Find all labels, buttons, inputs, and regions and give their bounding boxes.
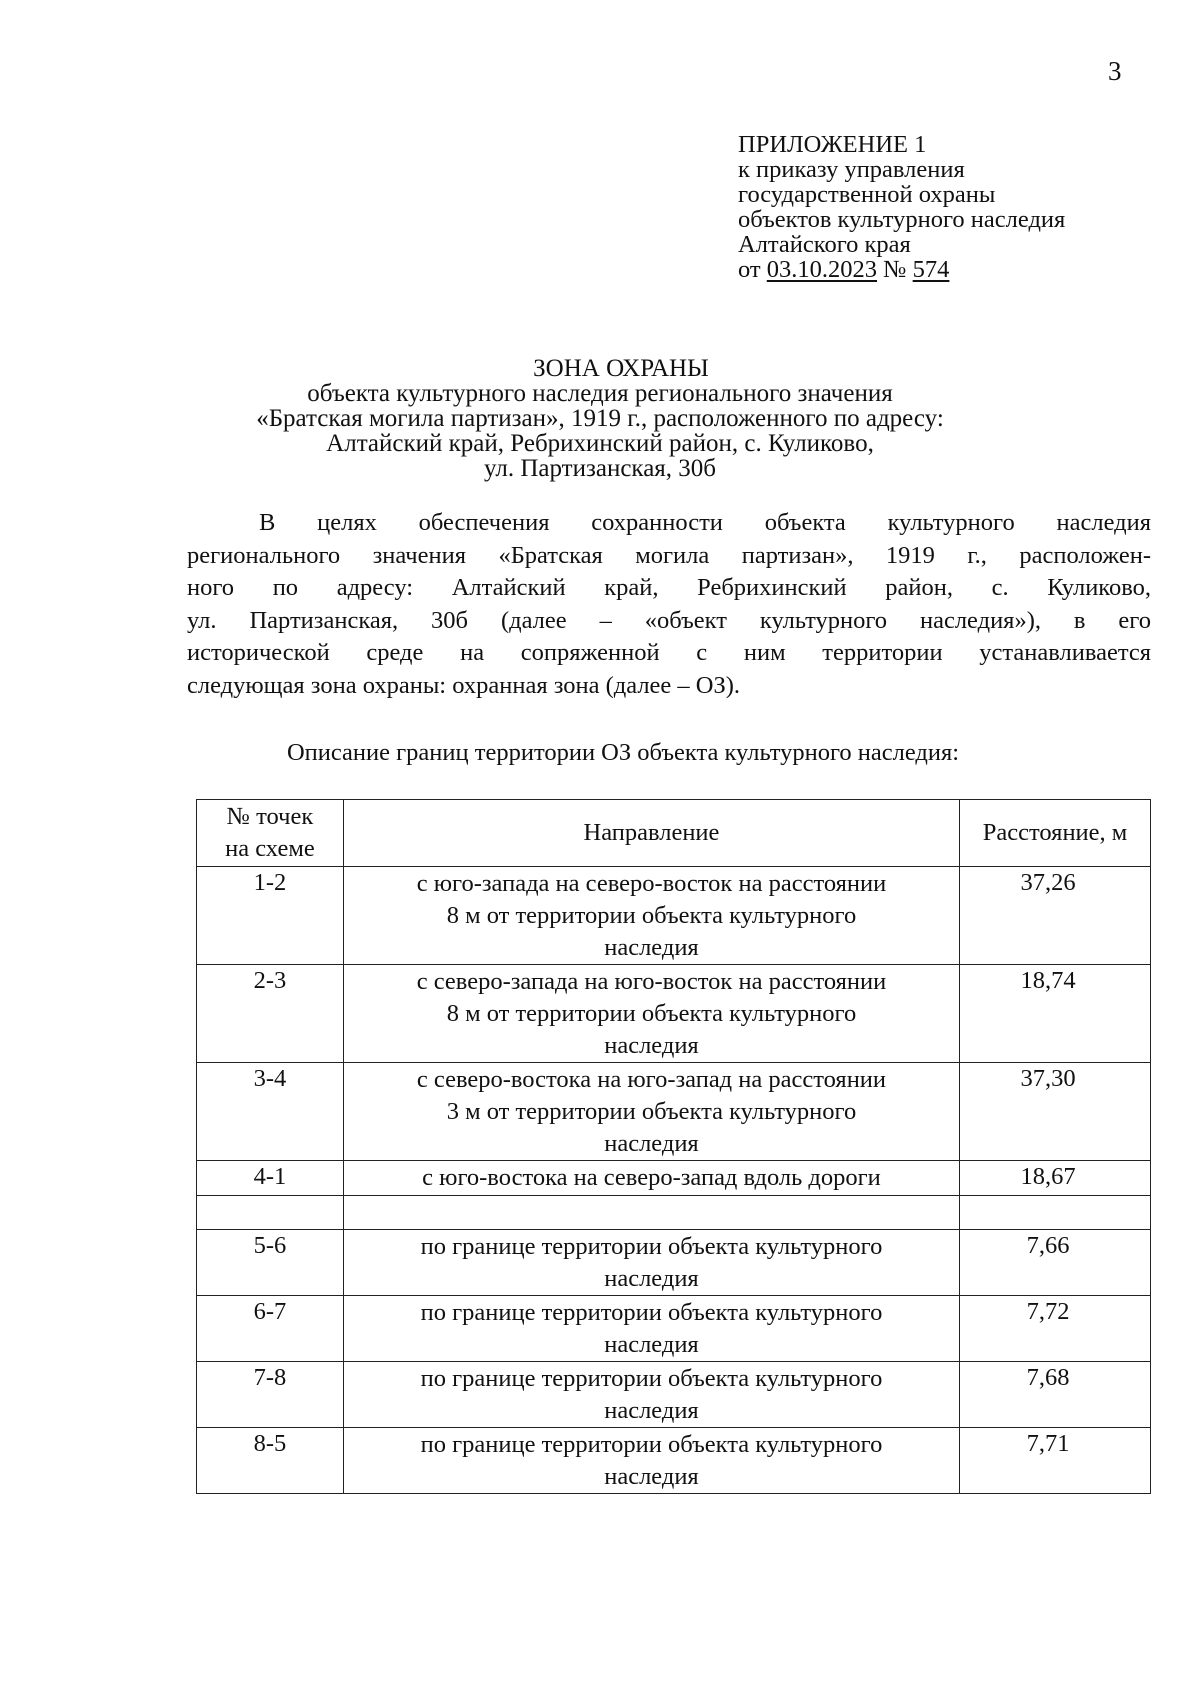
cell-direction: по границе территории объекта культурного наследия [343, 1296, 959, 1362]
appendix-line: Алтайского края [738, 231, 911, 258]
zone-title-block [0, 356, 1200, 481]
cell-direction: по границе территории объекта культурного наследия [343, 1428, 959, 1494]
table-header-row [197, 800, 1151, 867]
number-prefix: № [877, 256, 913, 283]
date-prefix: от [738, 256, 767, 283]
cell-points: 8-5 [197, 1428, 344, 1494]
cell-direction: по границе территории объекта культурного наследия [343, 1362, 959, 1428]
cell-distance: 18,74 [960, 965, 1151, 1063]
cell-points: 2-3 [197, 965, 344, 1063]
order-date: 03.10.2023 [766, 256, 878, 283]
cell-distance [960, 1196, 1151, 1230]
appendix-line: государственной охраны [738, 181, 996, 208]
cell-points: 6-7 [197, 1296, 344, 1362]
boundary-table [196, 799, 1151, 1494]
body-line: ного по адресу: Алтайский край, Ребрихинский район, с. Куликово, [187, 574, 1151, 601]
cell-points [197, 1196, 344, 1230]
cell-direction: с юго-востока на северо-запад вдоль дороги [343, 1161, 959, 1196]
cell-direction: по границе территории объекта культурного наследия [343, 1230, 959, 1296]
cell-distance: 37,30 [960, 1063, 1151, 1161]
appendix-date-line [738, 257, 1065, 282]
cell-distance: 37,26 [960, 867, 1151, 965]
header-distance: Расстояние, м [960, 800, 1151, 867]
cell-distance: 7,72 [960, 1296, 1151, 1362]
table-row [197, 1063, 1151, 1161]
header-direction: Направление [343, 800, 959, 867]
table-caption: Описание границ территории ОЗ объекта культурного наследия: [286, 739, 960, 766]
table-row [197, 1362, 1151, 1428]
table-row [197, 867, 1151, 965]
order-number: 574 [912, 256, 950, 283]
zone-title-line: объекта культурного наследия регионального значения [307, 380, 893, 407]
table-row [197, 965, 1151, 1063]
cell-points: 4-1 [197, 1161, 344, 1196]
cell-distance: 7,66 [960, 1230, 1151, 1296]
cell-points: 7-8 [197, 1362, 344, 1428]
cell-distance: 18,67 [960, 1161, 1151, 1196]
zone-title-line: ул. Партизанская, 30б [483, 455, 717, 482]
zone-title-line: Алтайский край, Ребрихинский район, с. Куликово, [326, 430, 874, 457]
cell-direction: с северо-востока на юго-запад на расстоянии 3 м от территории объекта культурного наследия [343, 1063, 959, 1161]
table-row-empty [197, 1196, 1151, 1230]
body-paragraph [187, 507, 1151, 702]
body-line: исторической среде на сопряженной с ним территории устанавливается [187, 639, 1151, 666]
table-row [197, 1428, 1151, 1494]
cell-direction: с юго-запада на северо-восток на расстоянии 8 м от территории объекта культурного наследия [343, 867, 959, 965]
cell-direction: с северо-запада на юго-восток на расстоянии 8 м от территории объекта культурного наследия [343, 965, 959, 1063]
table-row [197, 1296, 1151, 1362]
cell-points: 3-4 [197, 1063, 344, 1161]
zone-title-line: «Братская могила партизан», 1919 г., расположенного по адресу: [256, 405, 944, 432]
body-line: следующая зона охраны: охранная зона (далее – ОЗ). [187, 671, 741, 699]
zone-heading: ЗОНА ОХРАНЫ [533, 355, 709, 382]
cell-points: 1-2 [197, 867, 344, 965]
page-number: 3 [1108, 56, 1122, 86]
table-row [197, 1230, 1151, 1296]
body-line: регионального значения «Братская могила партизан», 1919 г., расположен- [187, 541, 1151, 569]
body-line: В целях обеспечения сохранности объекта культурного наследия [259, 509, 1151, 536]
cell-distance: 7,68 [960, 1362, 1151, 1428]
header-points: № точек на схеме [197, 800, 344, 867]
cell-points: 5-6 [197, 1230, 344, 1296]
body-line: ул. Партизанская, 30б (далее – «объект культурного наследия»), в его [187, 606, 1151, 634]
appendix-line: объектов культурного наследия [738, 206, 1066, 233]
appendix-line: к приказу управления [738, 156, 965, 183]
appendix-block [738, 132, 1065, 282]
cell-distance: 7,71 [960, 1428, 1151, 1494]
cell-direction [343, 1196, 959, 1230]
appendix-title: ПРИЛОЖЕНИЕ 1 [738, 131, 927, 158]
table-row [197, 1161, 1151, 1196]
